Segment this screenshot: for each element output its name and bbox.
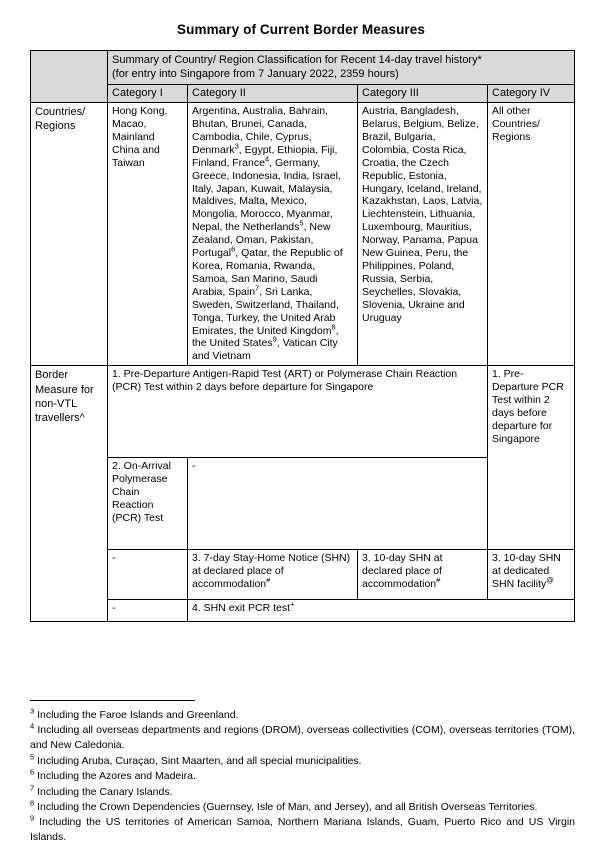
footnote-marker-7: 7 — [255, 283, 260, 293]
footnote-marker-plus: + — [290, 599, 295, 609]
footnote-text: Including the Faroe Islands and Greenland. — [34, 709, 239, 721]
footnote-item — [30, 815, 575, 845]
cell-measure-4-category-1: - — [108, 600, 188, 622]
cell-countries-category-1: Hong Kong, Macao, Mainland China and Taiwan — [108, 103, 188, 366]
footnote-item — [30, 723, 575, 753]
category-2-text-segment: , Egypt, Ethiopia, Fiji, Finland, France — [192, 143, 338, 169]
border-measures-table — [30, 50, 575, 622]
category-2-text-segment: , Vatican City and Vietnam — [192, 337, 338, 363]
header-classification-line2: (for entry into Singapore from 7 January 2022, 2359 hours) — [112, 68, 399, 81]
header-classification-title — [108, 51, 575, 85]
footnote-text: Including the Azores and Madeira. — [34, 770, 196, 783]
table-header-row-main — [31, 51, 575, 85]
category-2-text-segment: , the United States — [192, 324, 339, 350]
footnote-separator-rule — [30, 700, 195, 701]
footnotes-section — [30, 700, 575, 846]
footnote-item — [30, 769, 575, 784]
row-label-countries-regions: Countries/ Regions — [31, 103, 108, 366]
header-category-3: Category III — [358, 84, 488, 103]
footnote-text: Including the Canary Islands. — [34, 785, 173, 798]
cell-measure-2-categories-2-3: - — [188, 458, 488, 550]
footnote-list — [30, 708, 575, 845]
footnote-text: Including the Crown Dependencies (Guernsey, Isle of Man, and Jersey), and all British Overseas Territories. — [34, 800, 538, 813]
table-row-countries-regions — [31, 103, 575, 366]
header-category-4: Category IV — [488, 84, 575, 103]
footnote-marker-9: 9 — [272, 334, 277, 344]
category-2-text-segment: Argentina, Australia, Bahrain, Bhutan, Brunei, Canada, Cambodia, Chile, Cyprus, Denmark — [192, 105, 328, 156]
measure-4-text: 4. SHN exit PCR test — [192, 602, 291, 615]
cell-measure-3-category-2 — [188, 550, 358, 600]
footnote-marker-3: 3 — [234, 141, 239, 151]
footnote-number: 5 — [30, 752, 35, 762]
header-category-2: Category II — [188, 84, 358, 103]
cell-countries-category-3: Austria, Bangladesh, Belarus, Belgium, Belize, Brazil, Bulgaria, Colombia, Costa Rica, Croatia, the Czech Republic, Estonia, Hungary, Iceland, Ireland, Kazakhstan, Laos, Latvia, Liechtenstein, Lithuania, Luxembourg, Mauritius, Norway, Panama, Papua New Guinea, Peru, the Philippines, Poland, Russia, Serbia, Seychelles, Slovakia, Slovenia, Ukraine and Uruguay — [358, 103, 488, 366]
cell-measure-3-category-4 — [488, 550, 575, 600]
cell-measure-2-category-1: 2. On-Arrival Polymerase Chain Reaction (PCR) Test — [108, 458, 188, 550]
table-row-border-measure-3 — [31, 550, 575, 600]
category-2-text-segment: , Germany, Greece, Indonesia, India, Israel, Italy, Japan, Kuwait, Malaysia, Maldives, Malta, Mexico, Mongolia, Morocco, Myanmar, Nepal, the Netherlands — [192, 156, 341, 234]
category-2-country-list — [192, 105, 343, 362]
table-header-row-categories — [31, 84, 575, 103]
cell-measure-3-category-3 — [358, 550, 488, 600]
footnote-item — [30, 800, 575, 815]
footnote-marker-8: 8 — [331, 322, 336, 332]
cell-measure-1-main: 1. Pre-Departure Antigen-Rapid Test (ART) or Polymerase Chain Reaction (PCR) Test within 2 days before departure for Singapore — [108, 366, 488, 458]
footnote-number: 7 — [30, 783, 35, 793]
footnote-number: 4 — [30, 721, 35, 731]
footnote-marker-4: 4 — [264, 154, 270, 164]
table-row-border-measure-1 — [31, 366, 575, 458]
header-category-1: Category I — [108, 84, 188, 103]
cell-measure-4-all-categories — [188, 600, 575, 622]
cell-measure-1-category-4: 1. Pre-Departure PCR Test within 2 days before departure for Singapore — [488, 366, 575, 550]
footnote-marker-5: 5 — [299, 218, 304, 228]
footnote-marker-6: 6 — [231, 244, 236, 254]
footnote-text: Including the US territories of American Samoa, Northern Mariana Islands, Guam, Puerto Rico and US Virgin Islands. — [30, 816, 575, 844]
footnote-number: 9 — [30, 813, 35, 823]
table-row-border-measure-4 — [31, 600, 575, 622]
footnote-text: Including all overseas departments and regions (DROM), overseas collectivities (COM), overseas territories (TOM), and New Caledonia. — [30, 724, 575, 752]
header-classification-line1: Summary of Country/ Region Classification for Recent 14-day travel history* — [112, 54, 482, 66]
measure-3-category-2-text: 3. 7-day Stay-Home Notice (SHN) at declared place of accommodation — [192, 552, 351, 591]
category-2-text-segment: , New Zealand, Oman, Pakistan, Portugal — [192, 221, 331, 260]
measure-3-category-4-text: 3. 10-day SHN at dedicated SHN facility — [492, 552, 561, 591]
measure-3-category-3-text: 3. 10-day SHN at declared place of accommodation — [362, 552, 443, 591]
footnote-item — [30, 785, 575, 800]
page-title: Summary of Current Border Measures — [177, 22, 425, 37]
footnote-number: 8 — [30, 798, 35, 808]
header-corner-cell — [31, 51, 108, 103]
footnote-item — [30, 754, 575, 769]
footnote-marker-hash-cat3: # — [436, 575, 441, 585]
footnote-text: Including Aruba, Curaçao, Sint Maarten, and all special municipalities. — [34, 754, 362, 767]
cell-measure-3-category-1: - — [108, 550, 188, 600]
footnote-item — [30, 708, 575, 723]
category-2-text-segment: , Qatar, the Republic of Korea, Romania, Rwanda, Samoa, San Marino, Saudi Arabia, Spain — [192, 247, 343, 298]
category-2-text-segment: , Sri Lanka, Sweden, Switzerland, Thailand, Tonga, Turkey, the United Arab Emirates, the United Kingdom — [192, 285, 339, 337]
footnote-number: 3 — [30, 706, 35, 716]
footnote-number: 6 — [30, 767, 35, 777]
cell-countries-category-4: All other Countries/ Regions — [488, 103, 575, 366]
row-label-border-measure: Border Measure for non-VTL travellers^ — [31, 366, 108, 622]
cell-countries-category-2 — [188, 103, 358, 366]
footnote-marker-hash-cat2: # — [266, 575, 271, 585]
footnote-marker-at-cat4: @ — [546, 575, 554, 585]
